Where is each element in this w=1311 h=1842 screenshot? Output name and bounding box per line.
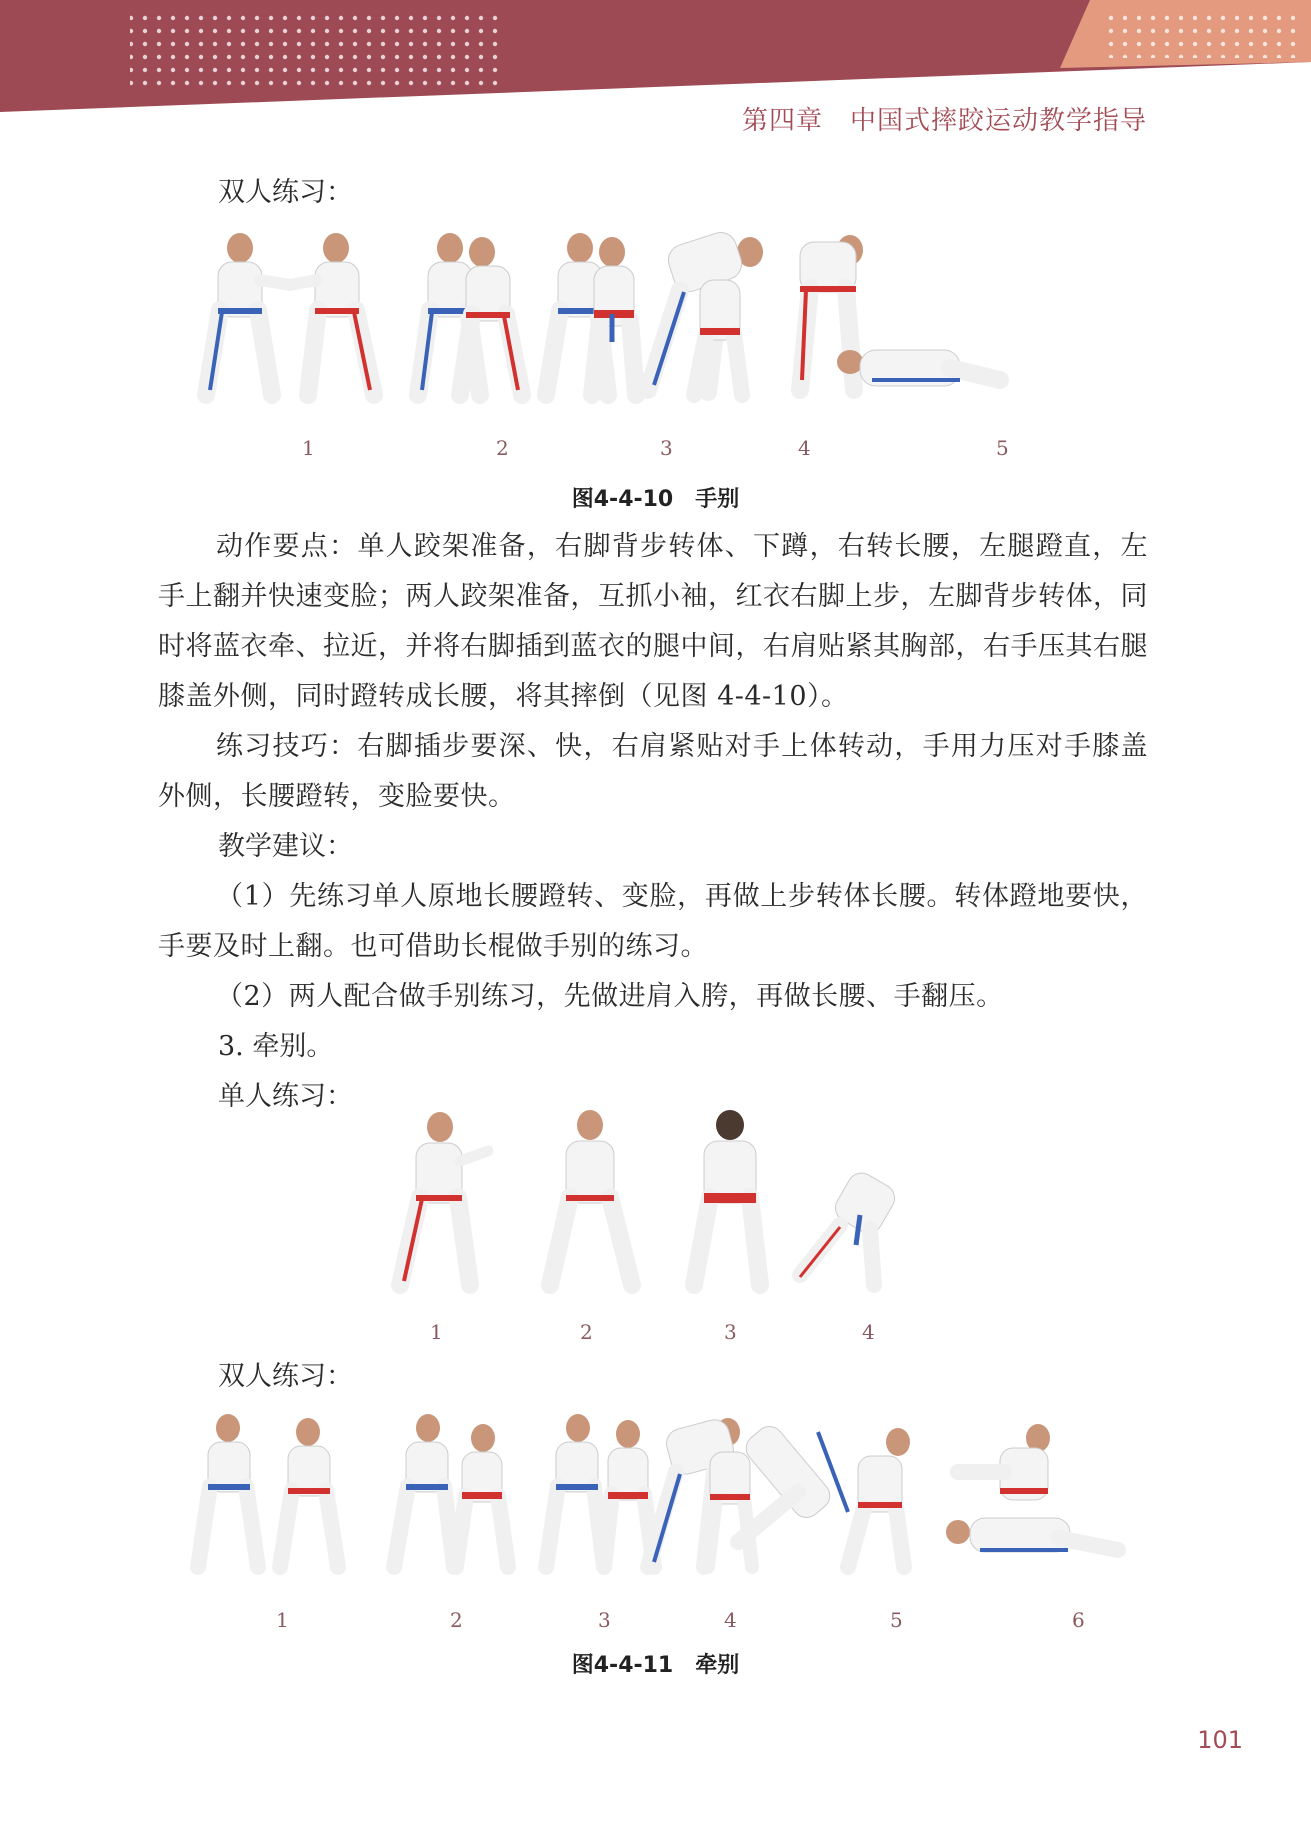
figure-single-number: 2 [580,1320,593,1344]
frame-3-figures [546,233,636,395]
page-number: 101 [1197,1726,1243,1754]
figure-single-number: 1 [430,1320,443,1344]
paragraph-practice-tips: 练习技巧：右脚插步要深、快，右肩紧贴对手上体转动，手用力压对手膝盖外侧，长腰蹬转，变脸要快。 [158,731,1148,812]
pair-frame-6 [946,1424,1118,1552]
single-frame-1 [400,1112,488,1285]
single-frame-2 [550,1110,632,1285]
figure-4-4-11-number: 5 [890,1608,903,1632]
figure-single-number: 4 [862,1320,875,1344]
figure-4-4-11-number: 4 [724,1608,737,1632]
single-frame-4 [800,1168,900,1285]
section-label-pair-practice: 双人练习： [218,177,353,208]
figure-4-4-11-number: 1 [276,1608,289,1632]
frame-5-figures [800,235,1000,390]
chapter-title: 第四章 中国式摔跤运动教学指导 [741,106,1147,136]
figure-4-4-11-number: 6 [1072,1608,1085,1632]
technique-heading-qianbie: 3. 牵别。 [218,1031,334,1062]
figure-single-number: 3 [724,1320,737,1344]
single-frame-3 [694,1110,760,1285]
pair-frame-3 [546,1414,654,1567]
pair-frame-5 [738,1421,910,1567]
figure-4-4-10-illustration [160,230,1150,410]
suggestion-1: （1）先练习单人原地长腰蹬转、变脸，再做上步转体长腰。转体蹬地要快，手要及时上翻。也可借助长棍做手别的练习。 [158,881,1148,962]
figure-4-4-10-number: 5 [996,436,1009,460]
frame-1-figures [206,233,374,395]
figure-4-4-10-number: 4 [798,436,811,460]
figure-4-4-10-number: 3 [660,436,673,460]
header-banner [0,0,1311,115]
figure-4-4-10-caption: 图4-4-10 手别 [571,487,740,512]
section-label-pair-practice-2: 双人练习： [218,1361,353,1392]
figure-single-practice-illustration [370,1105,940,1305]
figure-4-4-11-number: 2 [450,1608,463,1632]
pair-frame-1 [198,1414,338,1567]
figure-4-4-11-caption: 图4-4-11 牵别 [571,1653,740,1678]
teaching-suggestions-heading: 教学建议： [218,831,353,862]
pair-frame-2 [394,1414,508,1567]
suggestion-2: （2）两人配合做手别练习，先做进肩入胯，再做长腰、手翻压。 [216,981,1004,1012]
figure-4-4-10-number: 2 [496,436,509,460]
figure-4-4-11-number: 3 [598,1608,611,1632]
section-label-single-practice: 单人练习： [218,1081,353,1112]
frame-4-figures [648,230,763,395]
figure-4-4-10-number: 1 [302,436,315,460]
paragraph-key-points: 动作要点：单人跤架准备，右脚背步转体、下蹲，右转长腰，左腿蹬直，左手上翻并快速变脸；两人跤架准备，互抓小袖，红衣右脚上步，左脚背步转体，同时将蓝衣牵、拉近，并将右脚插到蓝衣的腿中间，右肩贴紧其胸部，右手压其右腿膝盖外侧，同时蹬转成长腰，将其摔倒（见图 4-4-10）。 [158,531,1148,712]
figure-4-4-11-illustration [158,1412,1158,1582]
frame-2-figures [418,233,522,395]
